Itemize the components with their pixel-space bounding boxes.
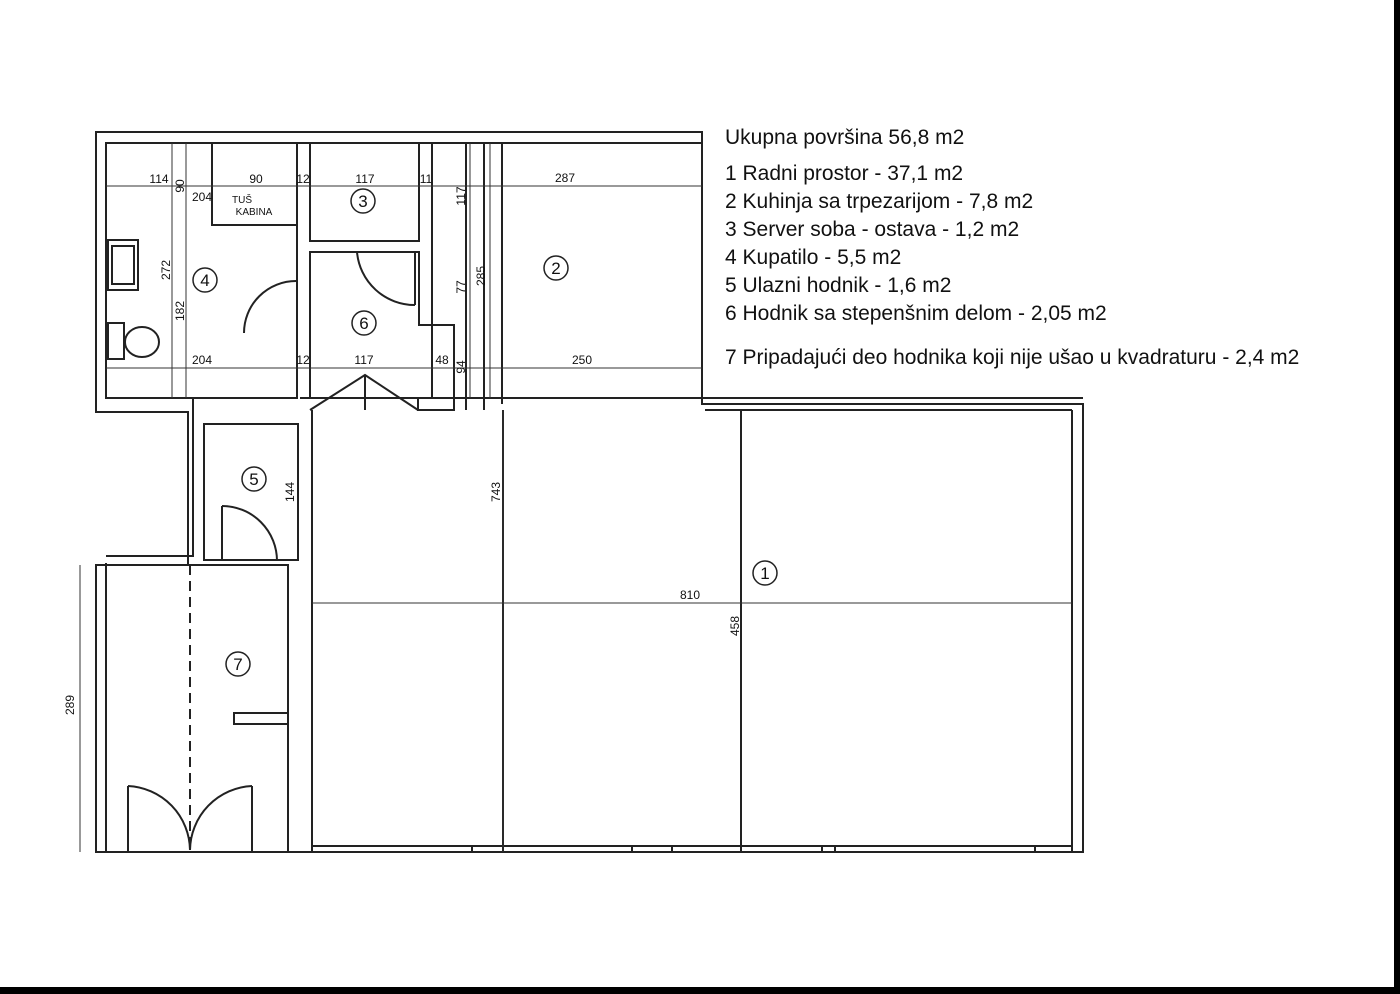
dim-810: 810 <box>679 588 701 602</box>
dim-114: 114 <box>149 172 169 186</box>
shower-label-2: KABINA <box>235 207 273 218</box>
dim-90: 90 <box>249 172 263 186</box>
dim-12b: 12 <box>296 353 310 367</box>
dim-90-vertical: 90 <box>173 179 187 193</box>
right-bar <box>1394 0 1400 994</box>
legend-item: 6 Hodnik sa stepenšnim delom - 2,05 m2 <box>725 302 1107 325</box>
shower-label-1: TUŠ <box>232 195 252 206</box>
room-label-7: 7 <box>233 655 243 674</box>
dim-285: 285 <box>474 265 488 287</box>
room-label-3: 3 <box>358 192 368 211</box>
bath-door-arc <box>244 281 296 333</box>
stairs <box>310 375 418 410</box>
toilet <box>108 323 124 359</box>
entrance-door-arc <box>222 506 277 561</box>
dim-743: 743 <box>489 481 503 503</box>
dim-77: 77 <box>454 280 468 294</box>
area-legend <box>725 124 1299 372</box>
double-door-left <box>128 786 190 850</box>
total-area: Ukupna površina 56,8 m2 <box>725 126 965 149</box>
dim-117a: 117 <box>355 172 375 186</box>
legend-item: 5 Ulazni hodnik - 1,6 m2 <box>725 274 952 297</box>
dim-144: 144 <box>283 481 297 503</box>
dim-287: 287 <box>554 171 576 185</box>
hall-door-arc <box>357 252 415 305</box>
dim-11: 11 <box>419 172 433 186</box>
corridor-wall <box>96 565 288 852</box>
room-label-4: 4 <box>200 271 210 290</box>
dim-204a: 204 <box>191 190 213 204</box>
legend-item: 4 Kupatilo - 5,5 m2 <box>725 246 902 269</box>
corridor-ledge <box>234 713 288 724</box>
dim-117-vertical: 117 <box>454 186 468 206</box>
bottom-bar <box>0 987 1400 994</box>
dim-250: 250 <box>571 353 593 367</box>
room-label-2: 2 <box>551 259 561 278</box>
dim-182: 182 <box>173 300 187 322</box>
legend-extra: 7 Pripadajući deo hodnika koji nije ušao u kvadraturu - 2,4 m2 <box>725 346 1300 369</box>
room-label-1: 1 <box>760 564 770 583</box>
sink-basin <box>112 246 134 284</box>
dim-12a: 12 <box>296 172 310 186</box>
dim-458: 458 <box>728 615 742 637</box>
legend-item: 2 Kuhinja sa trpezarijom - 7,8 m2 <box>725 190 1034 213</box>
dim-204b: 204 <box>191 353 213 367</box>
legend-item: 3 Server soba - ostava - 1,2 m2 <box>725 218 1020 241</box>
double-door-right <box>190 786 252 850</box>
room-label-5: 5 <box>249 470 259 489</box>
room-label-6: 6 <box>359 314 369 333</box>
dim-94: 94 <box>454 360 468 374</box>
toilet-bowl <box>125 327 159 357</box>
dim-272: 272 <box>159 259 173 281</box>
legend-item: 1 Radni prostor - 37,1 m2 <box>725 162 964 185</box>
dim-289: 289 <box>63 694 77 716</box>
dim-117b: 117 <box>354 353 374 367</box>
dim-48: 48 <box>435 353 449 367</box>
